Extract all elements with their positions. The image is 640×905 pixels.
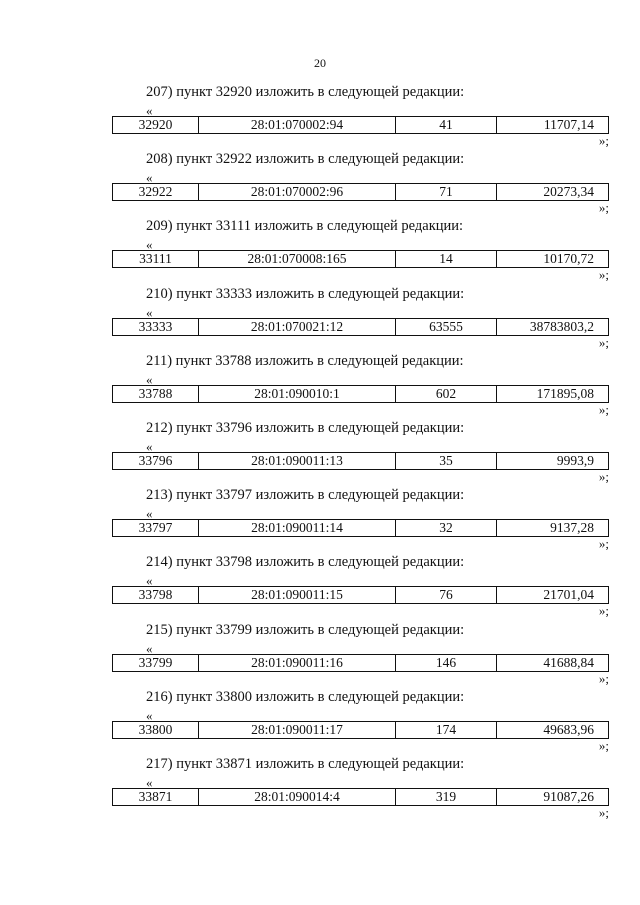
- value-cell: 91087,26: [543, 788, 594, 804]
- amendment-heading: 215) пункт 33799 изложить в следующей редакции:: [146, 621, 465, 638]
- area-cell: 14: [396, 251, 497, 267]
- amendment-heading: 209) пункт 33111 изложить в следующей редакции:: [146, 218, 464, 235]
- open-quote-mark: «: [146, 103, 153, 118]
- close-quote-mark: »;: [598, 670, 609, 686]
- amendment-heading: 213) пункт 33797 изложить в следующей редакции:: [146, 487, 465, 504]
- amendment-heading: 217) пункт 33871 изложить в следующей редакции:: [146, 755, 465, 772]
- item-number-cell: 33799: [113, 655, 199, 671]
- close-quote-mark: »;: [598, 200, 609, 216]
- amendment-heading: 207) пункт 32920 изложить в следующей редакции:: [146, 84, 465, 100]
- amendment-entry: [112, 286, 609, 353]
- area-cell: 41: [396, 117, 497, 133]
- item-number-cell: 33800: [113, 722, 199, 738]
- cadastral-number-cell: 28:01:070021:12: [199, 319, 396, 335]
- cadastral-number-cell: 28:01:090011:17: [199, 722, 396, 738]
- value-cell: 9137,28: [550, 520, 594, 536]
- cadastral-number-cell: 28:01:090011:16: [199, 655, 396, 671]
- table-row: [112, 183, 609, 201]
- amendment-entry: [112, 622, 609, 689]
- amendment-heading: 208) пункт 32922 изложить в следующей редакции:: [146, 151, 465, 168]
- item-number-cell: 33871: [113, 789, 199, 805]
- amendment-heading: 212) пункт 33796 изложить в следующей редакции:: [146, 419, 465, 436]
- table-row: [112, 318, 609, 336]
- area-cell: 35: [396, 453, 497, 469]
- open-quote-mark: «: [146, 371, 153, 387]
- close-quote-mark: »;: [598, 133, 609, 148]
- close-quote-mark: »;: [598, 536, 609, 552]
- cadastral-number-cell: 28:01:090014:4: [199, 789, 396, 805]
- cadastral-number-cell: 28:01:070008:165: [199, 251, 396, 267]
- table-row: [112, 519, 609, 537]
- amendment-entry: [112, 84, 609, 151]
- value-cell: 20273,34: [543, 184, 594, 200]
- amendment-heading: 216) пункт 33800 изложить в следующей редакции:: [146, 688, 465, 705]
- area-cell: 71: [396, 184, 497, 200]
- open-quote-mark: «: [146, 640, 153, 656]
- amendment-entry: [112, 554, 609, 621]
- amendment-entry: [112, 487, 609, 554]
- amendment-heading: 210) пункт 33333 изложить в следующей редакции:: [146, 285, 465, 302]
- amendment-heading: 214) пункт 33798 изложить в следующей редакции:: [146, 554, 465, 571]
- area-cell: 174: [396, 722, 497, 738]
- item-number-cell: 33798: [113, 587, 199, 603]
- table-row: [112, 721, 609, 739]
- table-row: [112, 586, 609, 604]
- value-cell: 21701,04: [543, 587, 594, 603]
- amendment-entry: [112, 689, 609, 756]
- amendment-entry: [112, 218, 609, 285]
- amendment-heading: 211) пункт 33788 изложить в следующей редакции:: [146, 352, 464, 369]
- close-quote-mark: »;: [598, 804, 609, 820]
- cadastral-number-cell: 28:01:090011:14: [199, 520, 396, 536]
- item-number-cell: 33111: [113, 251, 199, 267]
- value-cell: 49683,96: [543, 721, 594, 737]
- item-number-cell: 33333: [113, 319, 199, 335]
- close-quote-mark: »;: [598, 468, 609, 484]
- table-row: [112, 116, 609, 134]
- cadastral-number-cell: 28:01:070002:96: [199, 184, 396, 200]
- value-cell: 38783803,2: [529, 318, 594, 334]
- item-number-cell: 33788: [113, 386, 199, 402]
- amendment-list: [112, 84, 609, 823]
- item-number-cell: 33796: [113, 453, 199, 469]
- cadastral-number-cell: 28:01:070002:94: [199, 117, 396, 133]
- open-quote-mark: «: [146, 438, 153, 454]
- item-number-cell: 32922: [113, 184, 199, 200]
- table-row: [112, 250, 609, 268]
- area-cell: 602: [396, 386, 497, 402]
- close-quote-mark: »;: [598, 737, 609, 753]
- value-cell: 171895,08: [536, 385, 594, 401]
- close-quote-mark: »;: [598, 603, 609, 619]
- area-cell: 76: [396, 587, 497, 603]
- value-cell: 10170,72: [543, 251, 594, 267]
- table-row: [112, 654, 609, 672]
- amendment-entry: [112, 151, 609, 218]
- cadastral-number-cell: 28:01:090011:15: [199, 587, 396, 603]
- area-cell: 319: [396, 789, 497, 805]
- open-quote-mark: «: [146, 774, 153, 790]
- open-quote-mark: «: [146, 573, 153, 589]
- value-cell: 9993,9: [556, 452, 594, 468]
- open-quote-mark: «: [146, 237, 153, 253]
- open-quote-mark: «: [146, 304, 153, 320]
- open-quote-mark: «: [146, 707, 153, 723]
- close-quote-mark: »;: [598, 267, 609, 283]
- table-row: [112, 788, 609, 806]
- amendment-entry: [112, 353, 609, 420]
- page-number: 20: [314, 56, 326, 70]
- item-number-cell: 32920: [113, 117, 199, 133]
- open-quote-mark: «: [146, 170, 153, 186]
- table-row: [112, 385, 609, 403]
- close-quote-mark: »;: [598, 401, 609, 417]
- amendment-entry: [112, 756, 609, 823]
- value-cell: 41688,84: [543, 654, 594, 670]
- open-quote-mark: «: [146, 506, 153, 522]
- cadastral-number-cell: 28:01:090011:13: [199, 453, 396, 469]
- table-row: [112, 452, 609, 470]
- area-cell: 32: [396, 520, 497, 536]
- cadastral-number-cell: 28:01:090010:1: [199, 386, 396, 402]
- value-cell: 11707,14: [543, 117, 594, 132]
- item-number-cell: 33797: [113, 520, 199, 536]
- amendment-entry: [112, 420, 609, 487]
- area-cell: 63555: [396, 319, 497, 335]
- close-quote-mark: »;: [598, 334, 609, 350]
- area-cell: 146: [396, 655, 497, 671]
